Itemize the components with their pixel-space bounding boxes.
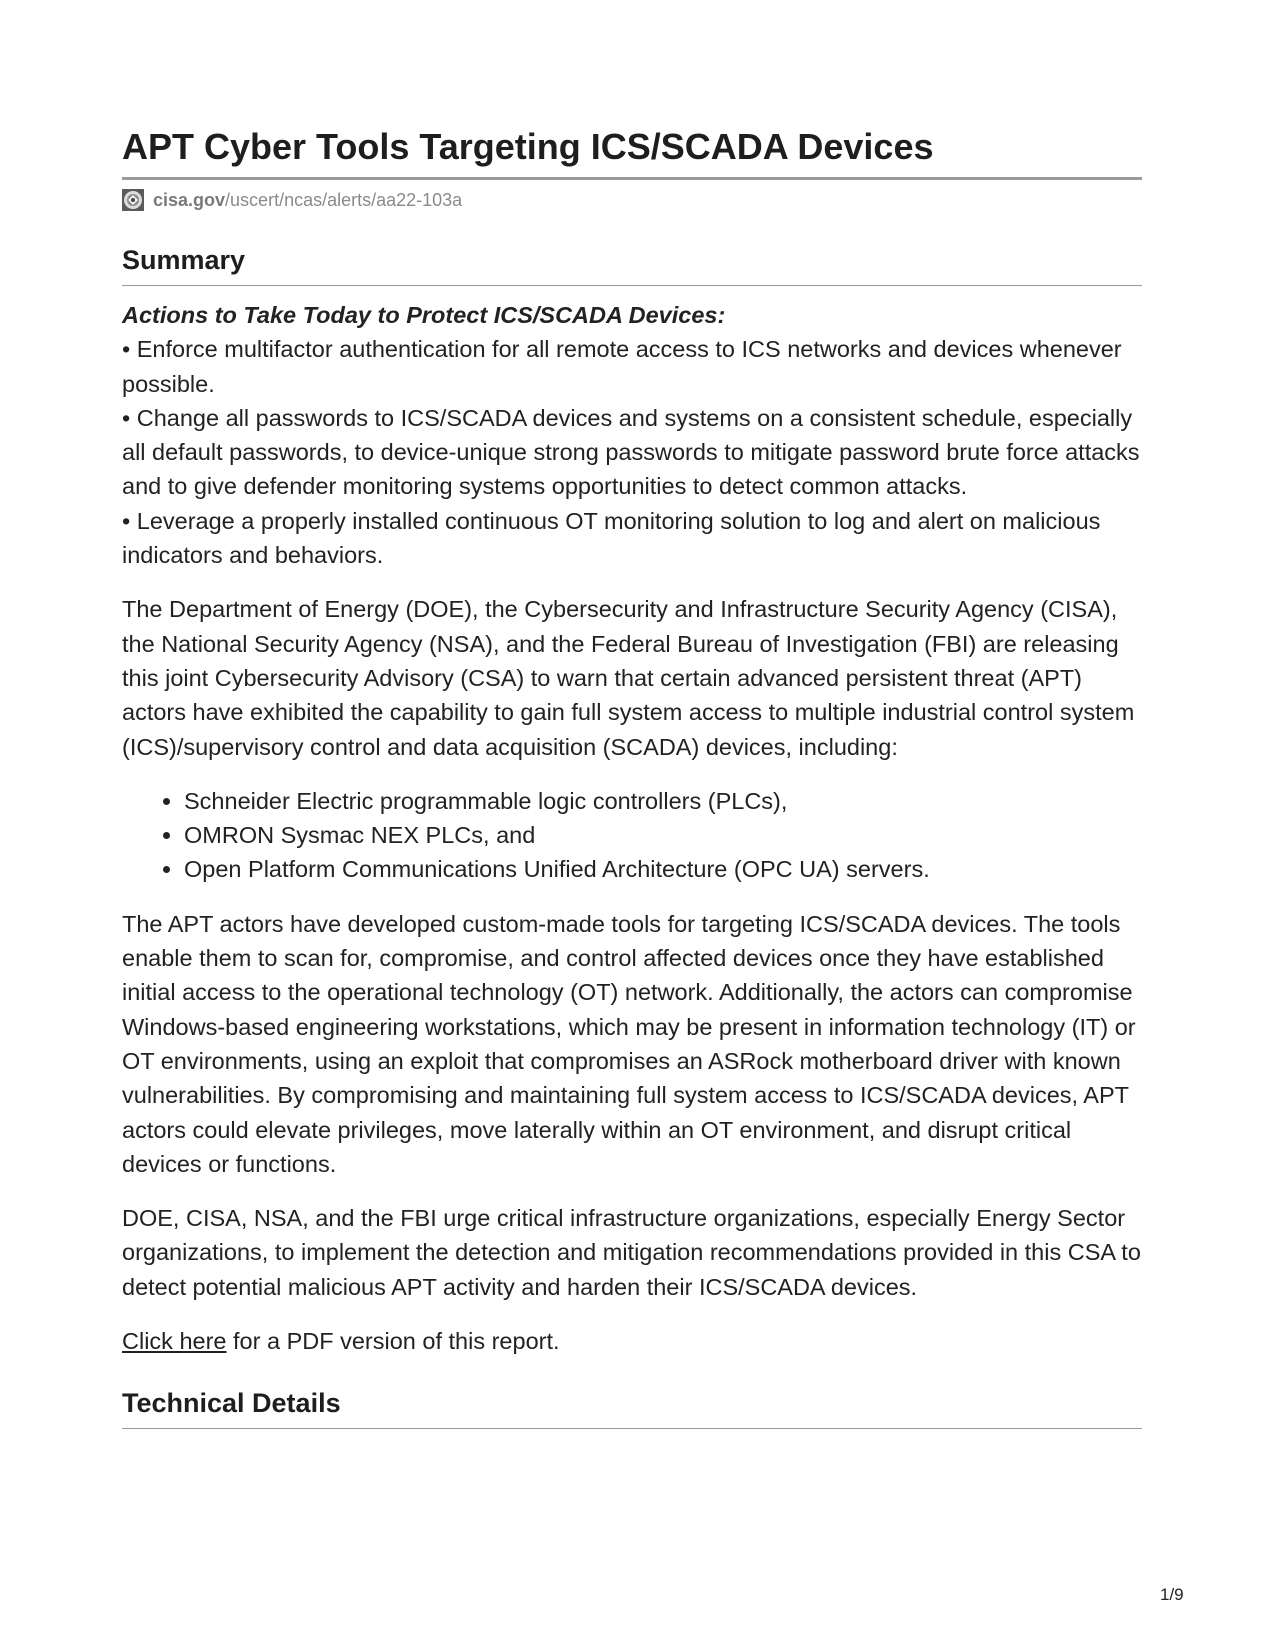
source-path: /uscert/ncas/alerts/aa22-103a xyxy=(225,190,463,210)
actions-block xyxy=(122,298,1142,572)
pdf-link[interactable]: Click here xyxy=(122,1328,227,1355)
list-item: • Schneider Electric programmable logic controllers (PLCs), xyxy=(184,784,1142,818)
device-list xyxy=(122,784,1142,887)
summary-heading: Summary xyxy=(122,243,1142,286)
pdf-link-suffix: for a PDF version of this report. xyxy=(226,1328,560,1355)
cisa-seal-icon xyxy=(122,189,144,211)
list-item: • OMRON Sysmac NEX PLCs, and xyxy=(184,818,1142,852)
actions-title: Actions to Take Today to Protect ICS/SCADA Devices: xyxy=(122,302,726,328)
document-page xyxy=(122,125,1142,1429)
paragraph-apt-tools: The APT actors have developed custom-made tools for targeting ICS/SCADA devices. The tools enable them to scan for, compromise, and control affected devices once they have established initial access to the operational technology (OT) network. Additionally, the actors can compromise Windows-based engineering workstations, which may be present in information technology (IT) or OT environments, using an exploit that compromises an ASRock motherboard driver with known vulnerabilities. By compromising and maintaining full system access to ICS/SCADA devices, APT actors could elevate privileges, move laterally within an OT environment, and disrupt critical devices or functions. xyxy=(122,910,1136,1177)
pdf-link-line xyxy=(122,1324,1142,1358)
action-item: • Leverage a properly installed continuous OT monitoring solution to log and alert on malicious indicators and behaviors. xyxy=(122,507,1101,569)
paragraph-advisory-intro: The Department of Energy (DOE), the Cybersecurity and Infrastructure Security Agency (CISA), the National Security Agency (NSA), and the Federal Bureau of Investigation (FBI) are releasing this joint Cybersecurity Advisory (CSA) to warn that certain advanced persistent threat (APT) actors have exhibited the capability to gain full system access to multiple industrial control system (ICS)/supervisory control and data acquisition (SCADA) devices, including: xyxy=(122,596,1135,760)
technical-details-heading: Technical Details xyxy=(122,1386,1142,1429)
source-line xyxy=(122,189,1142,211)
source-domain-link[interactable]: cisa.gov xyxy=(153,190,226,210)
page-number: 1/9 xyxy=(1160,1585,1184,1604)
paragraph-recommendation: DOE, CISA, NSA, and the FBI urge critical infrastructure organizations, especially Energy Sector organizations, to implement the detection and mitigation recommendations provided in this CSA to detect potential malicious APT activity and harden their ICS/SCADA devices. xyxy=(122,1205,1141,1300)
page-title: APT Cyber Tools Targeting ICS/SCADA Devices xyxy=(122,125,1142,180)
list-item: • Open Platform Communications Unified Architecture (OPC UA) servers. xyxy=(184,852,1142,886)
action-item: • Enforce multifactor authentication for all remote access to ICS networks and devices whenever possible. xyxy=(122,336,1122,397)
action-item: • Change all passwords to ICS/SCADA devices and systems on a consistent schedule, especially all default passwords, to device-unique strong passwords to mitigate password brute force attacks and to give defender monitoring systems opportunities to detect common attacks. xyxy=(122,404,1140,500)
